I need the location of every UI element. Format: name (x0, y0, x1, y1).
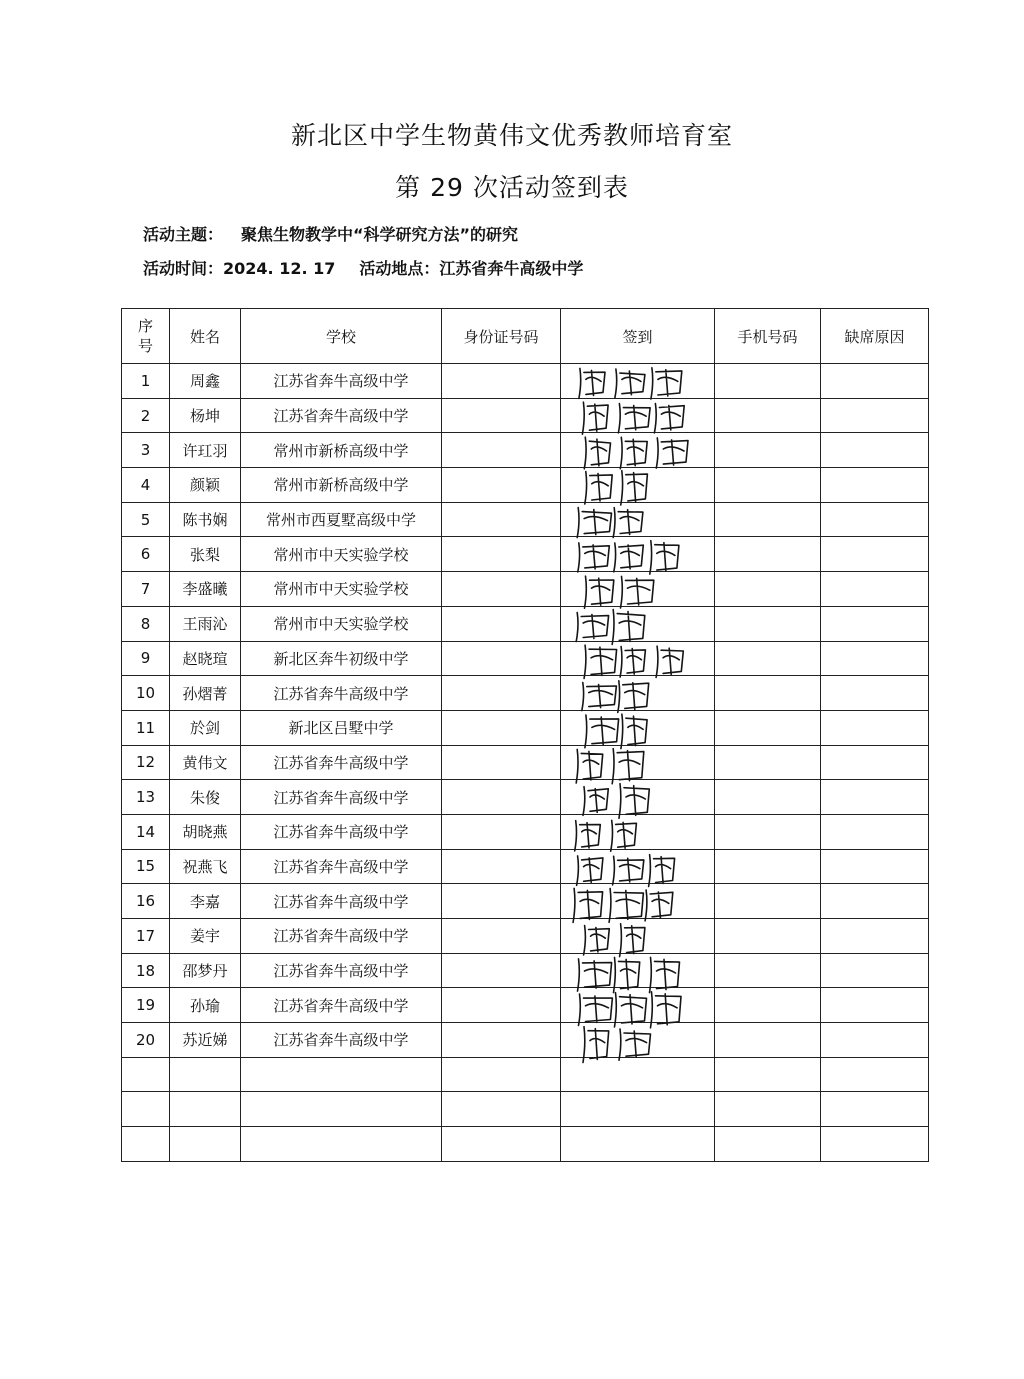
cell-school: 江苏省奔牛高级中学 (241, 780, 442, 815)
cell-sign (561, 537, 715, 572)
cell-absence-reason (821, 502, 929, 537)
cell-school: 江苏省奔牛高级中学 (241, 953, 442, 988)
cell-id-number (442, 919, 561, 954)
cell-empty (122, 1127, 170, 1162)
cell-absence-reason (821, 919, 929, 954)
cell-phone (715, 468, 821, 503)
cell-seq: 7 (122, 572, 170, 607)
table-row (122, 884, 929, 919)
cell-sign (561, 468, 715, 503)
table-row (122, 710, 929, 745)
cell-name: 黄伟文 (170, 745, 241, 780)
cell-id-number (442, 502, 561, 537)
cell-seq: 14 (122, 814, 170, 849)
cell-name: 姜宇 (170, 919, 241, 954)
cell-empty (170, 1127, 241, 1162)
cell-school: 江苏省奔牛高级中学 (241, 988, 442, 1023)
table-row (122, 364, 929, 399)
cell-id-number (442, 849, 561, 884)
cell-id-number (442, 641, 561, 676)
cell-sign (561, 745, 715, 780)
cell-phone (715, 780, 821, 815)
cell-empty (442, 1092, 561, 1127)
cell-name: 孙熠菁 (170, 676, 241, 711)
table-row (122, 1023, 929, 1058)
cell-absence-reason (821, 398, 929, 433)
cell-absence-reason (821, 676, 929, 711)
cell-name: 颜颖 (170, 468, 241, 503)
cell-absence-reason (821, 745, 929, 780)
cell-absence-reason (821, 537, 929, 572)
table-row (122, 953, 929, 988)
cell-absence-reason (821, 641, 929, 676)
cell-empty (170, 1092, 241, 1127)
cell-school: 新北区吕墅中学 (241, 710, 442, 745)
cell-id-number (442, 814, 561, 849)
cell-phone (715, 502, 821, 537)
cell-seq: 5 (122, 502, 170, 537)
cell-phone (715, 641, 821, 676)
cell-id-number (442, 953, 561, 988)
column-header-school: 学校 (241, 309, 442, 364)
cell-sign (561, 1023, 715, 1058)
cell-phone (715, 884, 821, 919)
table-row (122, 502, 929, 537)
cell-empty (241, 1127, 442, 1162)
cell-sign (561, 884, 715, 919)
table-row (122, 676, 929, 711)
cell-name: 孙瑜 (170, 988, 241, 1023)
table-row (122, 468, 929, 503)
cell-sign (561, 398, 715, 433)
theme-value: 聚焦生物教学中“科学研究方法”的研究 (241, 225, 519, 244)
cell-phone (715, 849, 821, 884)
cell-sign (561, 710, 715, 745)
cell-id-number (442, 745, 561, 780)
cell-school: 江苏省奔牛高级中学 (241, 849, 442, 884)
cell-id-number (442, 433, 561, 468)
table-row (122, 814, 929, 849)
cell-phone (715, 1023, 821, 1058)
cell-absence-reason (821, 884, 929, 919)
cell-sign (561, 814, 715, 849)
cell-school: 江苏省奔牛高级中学 (241, 364, 442, 399)
cell-name: 许玒羽 (170, 433, 241, 468)
cell-seq: 16 (122, 884, 170, 919)
cell-name: 苏近娣 (170, 1023, 241, 1058)
cell-sign (561, 433, 715, 468)
cell-name: 王雨沁 (170, 606, 241, 641)
cell-seq: 9 (122, 641, 170, 676)
cell-seq: 13 (122, 780, 170, 815)
cell-name: 张梨 (170, 537, 241, 572)
cell-absence-reason (821, 606, 929, 641)
cell-sign (561, 364, 715, 399)
cell-seq: 17 (122, 919, 170, 954)
page-subtitle: 第 29 次活动签到表 (395, 173, 629, 202)
cell-absence-reason (821, 433, 929, 468)
cell-empty (715, 1092, 821, 1127)
cell-school: 江苏省奔牛高级中学 (241, 676, 442, 711)
cell-id-number (442, 398, 561, 433)
activity-time-place-line (143, 256, 583, 279)
cell-empty (821, 1092, 929, 1127)
cell-school: 江苏省奔牛高级中学 (241, 1023, 442, 1058)
cell-name: 胡晓燕 (170, 814, 241, 849)
cell-name: 於剑 (170, 710, 241, 745)
table-body (122, 364, 929, 1162)
cell-seq: 20 (122, 1023, 170, 1058)
cell-empty (561, 1127, 715, 1162)
cell-phone (715, 433, 821, 468)
cell-id-number (442, 606, 561, 641)
cell-empty (442, 1057, 561, 1092)
cell-school: 新北区奔牛初级中学 (241, 641, 442, 676)
seq-header-line2: 号 (137, 337, 153, 355)
table-row (122, 641, 929, 676)
cell-id-number (442, 364, 561, 399)
cell-school: 江苏省奔牛高级中学 (241, 814, 442, 849)
table-row (122, 572, 929, 607)
cell-sign (561, 849, 715, 884)
table-row-blank (122, 1057, 929, 1092)
cell-school: 常州市新桥高级中学 (241, 433, 442, 468)
cell-school: 江苏省奔牛高级中学 (241, 919, 442, 954)
cell-seq: 10 (122, 676, 170, 711)
cell-seq: 6 (122, 537, 170, 572)
time-label: 活动时间： (143, 259, 224, 278)
cell-sign (561, 572, 715, 607)
cell-sign (561, 953, 715, 988)
table-row (122, 849, 929, 884)
cell-seq: 8 (122, 606, 170, 641)
cell-name: 朱俊 (170, 780, 241, 815)
theme-label: 活动主题： (143, 225, 224, 244)
table-row-blank (122, 1127, 929, 1162)
table-row (122, 745, 929, 780)
cell-seq: 15 (122, 849, 170, 884)
table-row (122, 537, 929, 572)
column-header-sign: 签到 (561, 309, 715, 364)
cell-school: 常州市西夏墅高级中学 (241, 502, 442, 537)
cell-empty (561, 1092, 715, 1127)
cell-name: 邵梦丹 (170, 953, 241, 988)
table-row (122, 398, 929, 433)
cell-sign (561, 780, 715, 815)
cell-id-number (442, 537, 561, 572)
table-row (122, 433, 929, 468)
place-value: 江苏省奔牛高级中学 (439, 259, 584, 278)
cell-sign (561, 502, 715, 537)
cell-absence-reason (821, 1023, 929, 1058)
cell-name: 祝燕飞 (170, 849, 241, 884)
cell-seq: 4 (122, 468, 170, 503)
table-row-blank (122, 1092, 929, 1127)
column-header-id-number: 身份证号码 (442, 309, 561, 364)
cell-sign (561, 919, 715, 954)
cell-empty (821, 1057, 929, 1092)
cell-seq: 1 (122, 364, 170, 399)
cell-name: 陈书娴 (170, 502, 241, 537)
column-header-name: 姓名 (170, 309, 241, 364)
cell-name: 李盛曦 (170, 572, 241, 607)
cell-seq: 2 (122, 398, 170, 433)
cell-name: 李嘉 (170, 884, 241, 919)
cell-name: 周鑫 (170, 364, 241, 399)
column-header-seq (122, 309, 170, 364)
cell-id-number (442, 572, 561, 607)
cell-phone (715, 953, 821, 988)
cell-empty (715, 1057, 821, 1092)
cell-id-number (442, 710, 561, 745)
cell-empty (122, 1057, 170, 1092)
cell-sign (561, 641, 715, 676)
cell-school: 常州市中天实验学校 (241, 572, 442, 607)
cell-phone (715, 364, 821, 399)
cell-id-number (442, 468, 561, 503)
cell-id-number (442, 988, 561, 1023)
sign-in-table (121, 308, 929, 1162)
cell-empty (561, 1057, 715, 1092)
column-header-absence-reason: 缺席原因 (821, 309, 929, 364)
cell-absence-reason (821, 953, 929, 988)
cell-name: 杨坤 (170, 398, 241, 433)
page-title: 新北区中学生物黄伟文优秀教师培育室 (290, 121, 733, 150)
cell-seq: 11 (122, 710, 170, 745)
activity-theme-line (143, 222, 518, 245)
cell-phone (715, 988, 821, 1023)
cell-phone (715, 745, 821, 780)
cell-empty (122, 1092, 170, 1127)
cell-phone (715, 676, 821, 711)
cell-empty (241, 1057, 442, 1092)
cell-absence-reason (821, 364, 929, 399)
place-label: 活动地点： (359, 259, 440, 278)
cell-sign (561, 606, 715, 641)
column-header-phone: 手机号码 (715, 309, 821, 364)
cell-seq: 18 (122, 953, 170, 988)
table-row (122, 780, 929, 815)
cell-absence-reason (821, 780, 929, 815)
cell-school: 常州市新桥高级中学 (241, 468, 442, 503)
cell-phone (715, 537, 821, 572)
cell-absence-reason (821, 988, 929, 1023)
cell-phone (715, 710, 821, 745)
time-value: 2024. 12. 17 (223, 259, 336, 278)
table-header-row (122, 309, 929, 364)
cell-name: 赵晓瑄 (170, 641, 241, 676)
cell-empty (442, 1127, 561, 1162)
cell-absence-reason (821, 572, 929, 607)
cell-id-number (442, 1023, 561, 1058)
cell-id-number (442, 884, 561, 919)
cell-phone (715, 398, 821, 433)
seq-header-line1: 序 (137, 317, 153, 335)
cell-empty (241, 1092, 442, 1127)
cell-empty (821, 1127, 929, 1162)
cell-school: 常州市中天实验学校 (241, 537, 442, 572)
table-row (122, 988, 929, 1023)
cell-id-number (442, 676, 561, 711)
cell-seq: 3 (122, 433, 170, 468)
cell-absence-reason (821, 468, 929, 503)
cell-seq: 19 (122, 988, 170, 1023)
cell-school: 常州市中天实验学校 (241, 606, 442, 641)
cell-school: 江苏省奔牛高级中学 (241, 745, 442, 780)
cell-empty (170, 1057, 241, 1092)
cell-empty (715, 1127, 821, 1162)
cell-seq: 12 (122, 745, 170, 780)
cell-sign (561, 676, 715, 711)
table-row (122, 919, 929, 954)
cell-school: 江苏省奔牛高级中学 (241, 398, 442, 433)
cell-phone (715, 572, 821, 607)
cell-school: 江苏省奔牛高级中学 (241, 884, 442, 919)
cell-absence-reason (821, 710, 929, 745)
cell-phone (715, 919, 821, 954)
cell-absence-reason (821, 849, 929, 884)
cell-id-number (442, 780, 561, 815)
table-row (122, 606, 929, 641)
cell-sign (561, 988, 715, 1023)
cell-phone (715, 606, 821, 641)
cell-phone (715, 814, 821, 849)
cell-absence-reason (821, 814, 929, 849)
